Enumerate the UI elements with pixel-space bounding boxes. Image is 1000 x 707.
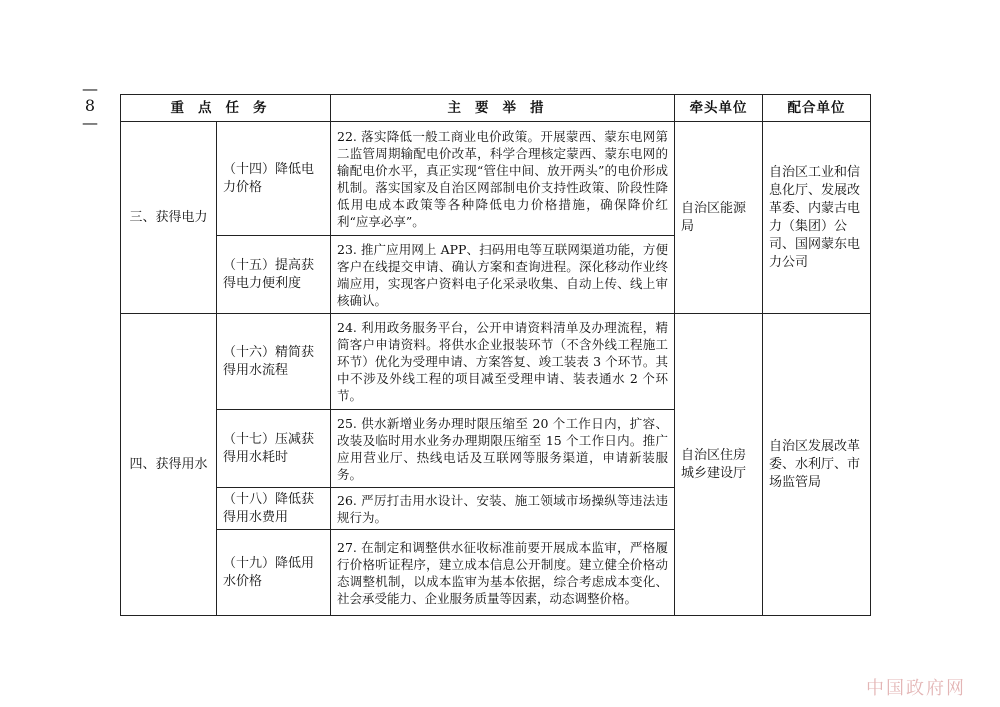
task-cell: （十四）降低电力价格 bbox=[217, 122, 331, 236]
task-cell: （十六）精简获得用水流程 bbox=[217, 314, 331, 410]
task-cell: （十八）降低获得用水费用 bbox=[217, 488, 331, 530]
measure-cell: 27. 在制定和调整供水征收标准前要开展成本监审，严格履行价格听证程序，建立成本信息公开制度。建立健全价格动态调整机制，以成本监审为基本依据，综合考虑成本变化、社会承受能力、企业服务质量等因素，动态调整价格。 bbox=[331, 530, 675, 616]
task-cell: （十七）压减获得用水耗时 bbox=[217, 410, 331, 488]
measure-cell: 25. 供水新增业务办理时限压缩至 20 个工作日内，扩容、改装及临时用水业务办理期限压缩至 15 个工作日内。推广应用营业厅、热线电话及互联网等服务渠道，申请新装服务。 bbox=[331, 410, 675, 488]
header-cooperating-unit: 配合单位 bbox=[763, 95, 871, 122]
lead-unit-cell: 自治区住房城乡建设厅 bbox=[675, 314, 763, 616]
cooperating-unit-cell: 自治区工业和信息化厅、发展改革委、内蒙古电力（集团）公司、国网蒙东电力公司 bbox=[763, 122, 871, 314]
header-lead-unit: 牵头单位 bbox=[675, 95, 763, 122]
measure-cell: 26. 严厉打击用水设计、安装、施工领域市场操纵等违法违规行为。 bbox=[331, 488, 675, 530]
measure-cell: 23. 推广应用网上 APP、扫码用电等互联网渠道功能，方便客户在线提交申请、确认方案和查询进程。深化移动作业终端应用，实现客户资料电子化采录收集、自动上传、线上审核确认。 bbox=[331, 236, 675, 314]
header-main-measure: 主要举措 bbox=[331, 95, 675, 122]
table-row bbox=[121, 122, 871, 236]
task-table bbox=[120, 94, 871, 616]
watermark: 中国政府网 bbox=[866, 678, 966, 699]
table-header-row bbox=[121, 95, 871, 122]
cooperating-unit-cell: 自治区发展改革委、水利厅、市场监管局 bbox=[763, 314, 871, 616]
lead-unit-cell: 自治区能源局 bbox=[675, 122, 763, 314]
task-cell: （十九）降低用水价格 bbox=[217, 530, 331, 616]
category-cell: 三、获得电力 bbox=[121, 122, 217, 314]
table-row bbox=[121, 314, 871, 410]
measure-cell: 22. 落实降低一般工商业电价政策。开展蒙西、蒙东电网第二监管周期输配电价改革，科学合理核定蒙西、蒙东电网的输配电价水平，真正实现“管住中间、放开两头”的电价形成机制。落实国家及自治区网部制电价支持性政策、阶段性降低用电成本政策等各种降低电力价格措施，确保降价红利“应享必享”。 bbox=[331, 122, 675, 236]
category-cell: 四、获得用水 bbox=[121, 314, 217, 616]
header-key-task: 重点任务 bbox=[121, 95, 331, 122]
measure-cell: 24. 利用政务服务平台，公开申请资料清单及办理流程，精简客户申请资料。将供水企业报装环节（不含外线工程施工环节）优化为受理申请、方案答复、竣工装表 3 个环节。其中不涉及外线工程的项目减至受理申请、装表通水 2 个环节。 bbox=[331, 314, 675, 410]
page-number: — 8 — bbox=[82, 79, 98, 132]
task-cell: （十五）提高获得电力便利度 bbox=[217, 236, 331, 314]
